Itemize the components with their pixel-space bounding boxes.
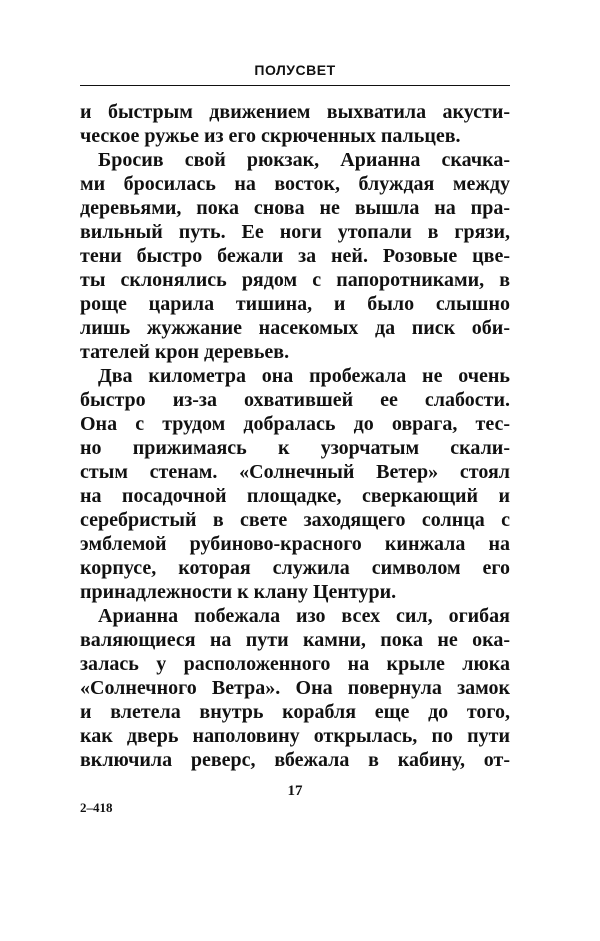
header-rule [80, 85, 510, 86]
text-line: как дверь наполовину открылась, по пути [80, 725, 510, 747]
text-line: и влетела внутрь корабля еще до того, [80, 701, 510, 723]
text-line: ческое ружье из его скрюченных пальцев. [80, 125, 461, 147]
text-line: принадлежности к клану Центури. [80, 581, 397, 603]
text-line: деревьями, пока снова не вышла на пра- [80, 197, 510, 219]
text-line: залась у расположенного на крыле люка [80, 653, 510, 675]
text-line: ми бросилась на восток, блуждая между [80, 173, 510, 195]
text-line: валяющиеся на пути камни, пока не ока- [80, 629, 510, 651]
paragraph-start-line: Бросив свой рюкзак, Арианна скачка- [98, 149, 510, 171]
text-line: на посадочной площадке, сверкающий и [80, 485, 510, 507]
text-line: «Солнечного Ветра». Она повернула замок [80, 677, 510, 699]
running-header: ПОЛУСВЕТ [254, 62, 336, 78]
page-number: 17 [287, 783, 303, 799]
text-line: стым стенам. «Солнечный Ветер» стоял [80, 461, 510, 483]
body-text [80, 100, 510, 772]
text-line: но прижимаясь к узорчатым скали- [80, 437, 510, 459]
text-line: быстро из-за охватившей ее слабости. [80, 389, 510, 411]
text-line: ты склонялись рядом с папоротниками, в [80, 269, 510, 291]
text-line: лишь жужжание насекомых да писк оби- [80, 317, 510, 339]
text-line: роще царила тишина, и было слышно [80, 293, 510, 315]
text-line: включила реверс, вбежала в кабину, от- [80, 749, 510, 771]
text-line: и быстрым движением выхватила акусти- [80, 101, 510, 123]
text-line: эмблемой рубиново-красного кинжала на [80, 533, 510, 555]
printer-signature: 2–418 [80, 800, 113, 815]
text-line: тени быстро бежали за ней. Розовые цве- [80, 245, 510, 267]
text-line: Она с трудом добралась до оврага, тес- [80, 413, 510, 435]
text-line: тателей крон деревьев. [80, 341, 290, 363]
paragraph-start-line: Арианна побежала изо всех сил, огибая [98, 605, 510, 627]
paragraph-start-line: Два километра она пробежала не очень [98, 365, 510, 387]
text-line: серебристый в свете заходящего солнца с [80, 509, 510, 531]
text-line: вильный путь. Ее ноги утопали в грязи, [80, 221, 510, 243]
text-line: корпусе, которая служила символом его [80, 557, 510, 579]
